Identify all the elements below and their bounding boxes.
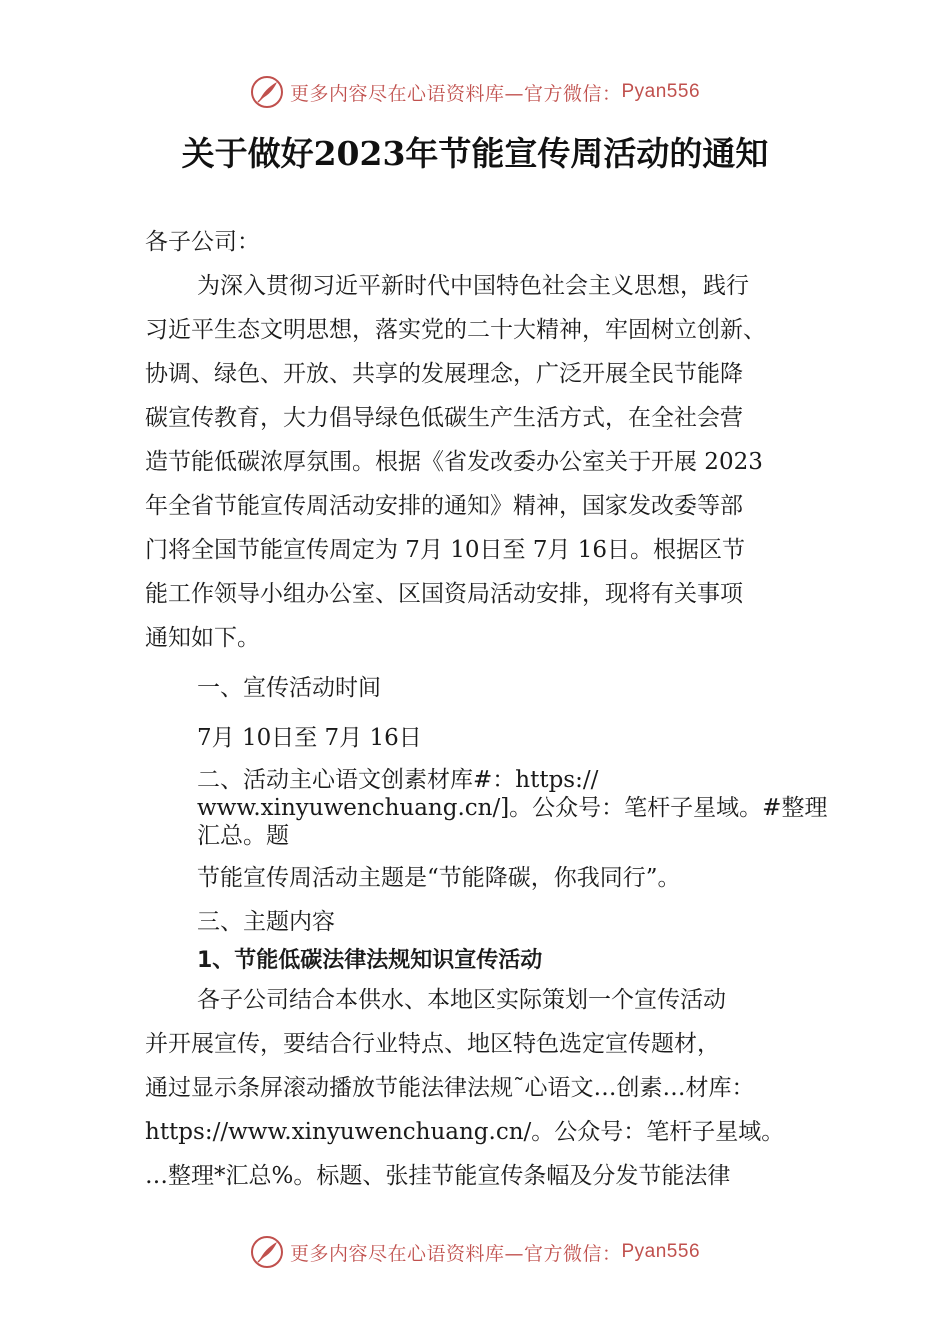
salutation: 各子公司： <box>145 229 260 255</box>
section3-heading: 三、主题内容 <box>197 909 335 935</box>
footer-banner <box>0 1230 950 1274</box>
header-banner <box>0 70 950 114</box>
section1-content: 7月 10日至 7月 16日 <box>197 725 422 751</box>
section2-line: 汇总。题 <box>197 823 289 849</box>
paragraph-line: 习近平生态文明思想，落实党的二十大精神，牢固树立创新、 <box>145 317 766 343</box>
paragraph-line: 为深入贯彻习近平新时代中国特色社会主义思想，践行 <box>197 273 749 299</box>
paragraph-line: 造节能低碳浓厚氛围。根据《省发改委办公室关于开展 2023 <box>145 449 763 475</box>
banner-wechat-id: Pyan556 <box>621 1241 701 1262</box>
paragraph-line: 碳宣传教育，大力倡导绿色低碳生产生活方式，在全社会营 <box>145 405 743 431</box>
banner-wechat-id: Pyan556 <box>621 81 701 102</box>
feather-quill-logo-icon <box>250 75 284 109</box>
document-body <box>145 220 828 1198</box>
section3-subheading: 1、节能低碳法律法规知识宣传活动 <box>197 948 543 973</box>
section1-heading: 一、宣传活动时间 <box>197 675 381 701</box>
feather-quill-logo-icon <box>250 1235 284 1269</box>
section3-line: …整理*汇总%。标题、张挂节能宣传条幅及分发节能法律 <box>145 1163 731 1189</box>
section3-line: 通过显示条屏滚动播放节能法律法规˜心语文…创素…材库： <box>145 1075 755 1101</box>
banner-text: 更多内容尽在心语资料库—官方微信： <box>289 1242 622 1265</box>
paragraph-line: 协调、绿色、开放、共享的发展理念，广泛开展全民节能降 <box>145 361 743 387</box>
section2-line: www.xinyuwenchuang.cn/]。公众号：笔杆子星域。#整理 <box>197 795 828 821</box>
banner-text: 更多内容尽在心语资料库—官方微信： <box>289 82 622 105</box>
section2-line: 二、活动主心语文创素材库#：https:// <box>197 767 599 793</box>
paragraph-line: 门将全国节能宣传周定为 7月 10日至 7月 16日。根据区节 <box>145 537 746 563</box>
section2-content: 节能宣传周活动主题是“节能降碳，你我同行”。 <box>197 865 681 891</box>
paragraph-line: 能工作领导小组办公室、区国资局活动安排，现将有关事项 <box>145 581 743 607</box>
paragraph-line: 通知如下。 <box>145 625 260 651</box>
section3-line: 各子公司结合本供水、本地区实际策划一个宣传活动 <box>197 987 726 1013</box>
section3-line: https://www.xinyuwenchuang.cn/。公众号：笔杆子星域。 <box>145 1119 785 1145</box>
section3-line: 并开展宣传，要结合行业特点、地区特色选定宣传题材， <box>145 1031 720 1057</box>
document-title: 关于做好2023年节能宣传周活动的通知 <box>181 134 769 173</box>
paragraph-line: 年全省节能宣传周活动安排的通知》精神，国家发改委等部 <box>145 493 743 519</box>
